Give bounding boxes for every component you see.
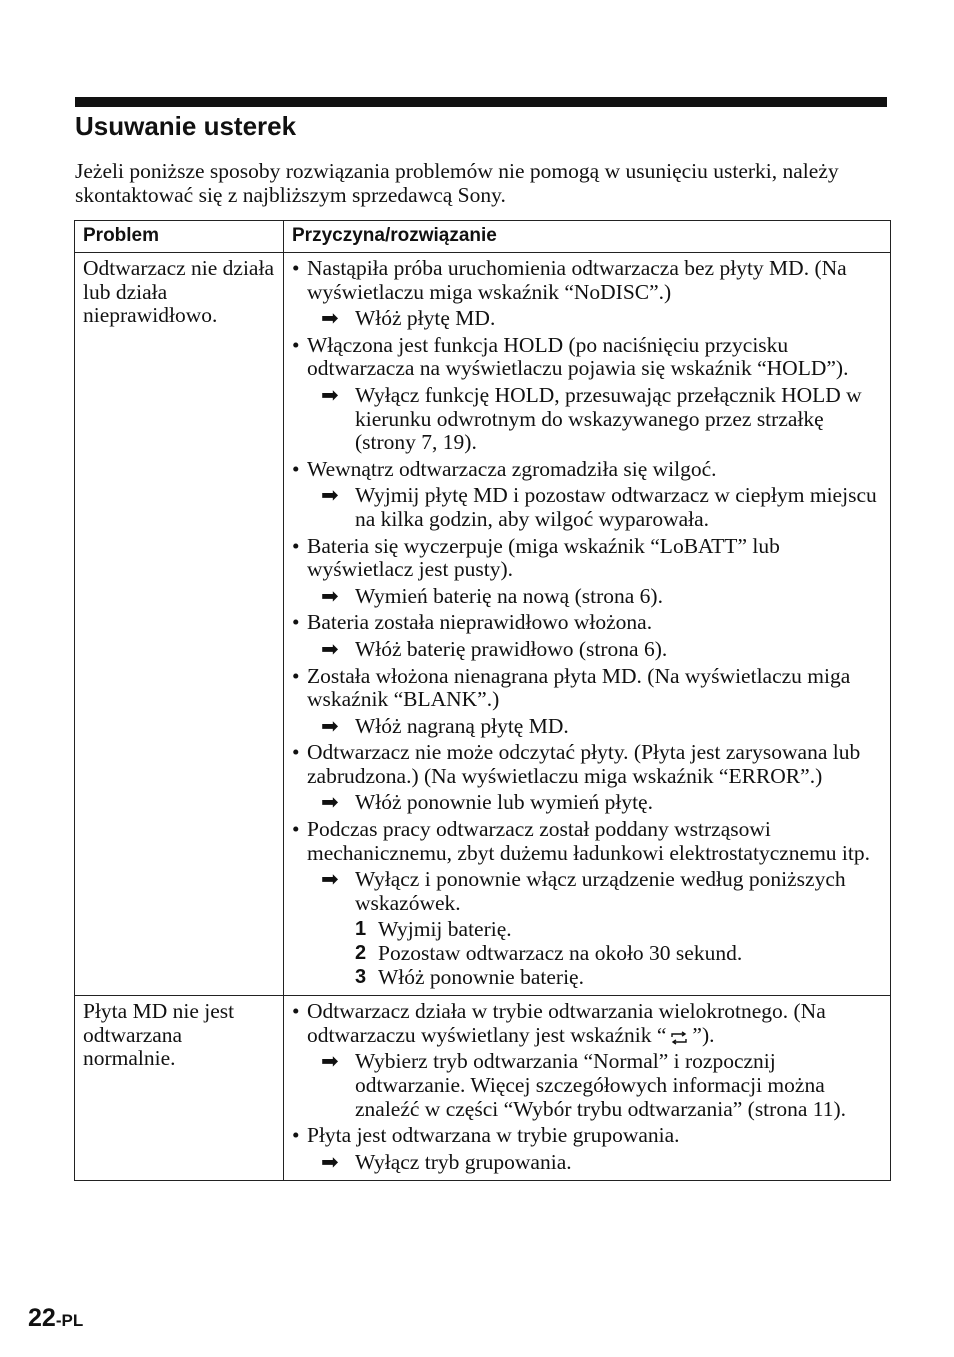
step-number: 1 [355,918,367,941]
arrow-right-icon: ➡ [321,790,339,815]
cause-solution-cell [284,996,891,1181]
solution-text: Wybierz tryb odtwarzania “Normal” i rozpocznij odtwarzanie. Więcej szczegółowych informacji można znaleźć w części “Wybór trybu odtwarzania” (strona 11). [355,1049,846,1121]
step-item [307,966,882,990]
page-title: Usuwanie usterek [75,111,297,141]
step-text: Wyjmij baterię. [378,917,512,942]
solution-text: Włóż ponownie lub wymień płytę. [355,790,653,815]
solution-text: Wymień baterię na nową (strona 6). [355,583,663,608]
step-text: Pozostaw odtwarzacz na około 30 sekund. [378,941,743,966]
bullet-icon: • [292,533,300,558]
bullet-icon: • [292,256,300,280]
solution-item [307,715,882,739]
cause-item [292,458,882,532]
cause-item [292,1000,882,1121]
column-header-cause-solution: Przyczyna/rozwiązanie [284,221,891,253]
cause-item [292,818,882,989]
step-item [307,942,882,966]
cause-item [292,334,882,455]
arrow-right-icon: ➡ [321,382,339,407]
bullet-icon: • [292,740,300,765]
solution-item [307,384,882,455]
cause-text-before: Odtwarzacz działa w trybie odtwarzania wielokrotnego. (Na odtwarzaczu wyświetlany jest wskaźnik “ [307,999,826,1047]
cause-text: Wewnątrz odtwarzacza zgromadziła się wilgoć. [307,456,717,481]
step-number: 2 [355,942,367,965]
page-number [28,1303,83,1336]
problem-cell: Płyta MD nie jest odtwarzana normalnie. [75,996,284,1181]
solution-item [307,585,882,609]
bullet-icon: • [292,817,300,842]
troubleshooting-table [74,220,891,1181]
cause-text: Bateria została nieprawidłowo włożona. [307,610,653,635]
bullet-icon: • [292,610,300,635]
solution-text: Wyłącz tryb grupowania. [355,1149,572,1174]
cause-item [292,611,882,661]
cause-text: Bateria się wyczerpuje (miga wskaźnik “LoBATT” lub wyświetlacz jest pusty). [307,533,780,582]
cause-item [292,1124,882,1174]
cause-text: Została włożona nienagrana płyta MD. (Na wyświetlaczu miga wskaźnik “BLANK”.) [307,663,851,712]
solution-item [307,1050,882,1121]
arrow-right-icon: ➡ [321,483,339,508]
solution-text: Włóż nagraną płytę MD. [355,713,569,738]
repeat-icon [670,1031,688,1045]
arrow-right-icon: ➡ [321,1049,339,1074]
solution-text: Włóż baterię prawidłowo (strona 6). [355,636,668,661]
solution-item [307,791,882,815]
cause-text: Odtwarzacz nie może odczytać płyty. (Płyta jest zarysowana lub zabrudzona.) (Na wyświetlaczu miga wskaźnik “ERROR”.) [307,740,861,788]
solution-item [307,484,882,531]
cause-text: Podczas pracy odtwarzacz został poddany wstrząsowi mechanicznemu, zbyt dużemu ładunkowi elektrostatycznemu itp. [307,817,870,865]
bullet-icon: • [292,456,300,481]
arrow-right-icon: ➡ [321,306,339,331]
solution-text: Włóż płytę MD. [355,306,496,331]
table-header-row [75,221,891,253]
arrow-right-icon: ➡ [321,636,339,661]
solution-item [307,638,882,662]
solution-item [307,307,882,331]
cause-solution-cell [284,253,891,996]
solution-text: Wyłącz i ponownie włącz urządzenie według poniższych wskazówek. [355,867,846,915]
heading-rule [75,97,887,107]
bullet-icon: • [292,999,300,1024]
arrow-right-icon: ➡ [321,867,339,892]
step-text: Włóż ponownie baterię. [378,964,584,989]
cause-item [292,535,882,609]
solution-item [307,868,882,915]
table-row [75,996,891,1181]
cause-item [292,741,882,815]
cause-item [292,257,882,331]
step-number: 3 [355,965,367,988]
arrow-right-icon: ➡ [321,583,339,608]
solution-text: Wyjmij płytę MD i pozostaw odtwarzacz w ciepłym miejscu na kilka godzin, aby wilgoć wyparowała. [355,483,877,531]
intro-paragraph: Jeżeli poniższe sposoby rozwiązania problemów nie pomogą w usunięciu usterki, należy skontaktować się z najbliższym sprzedawcą Sony. [75,159,839,207]
page-number-value: 22 [28,1304,56,1332]
problem-cell: Odtwarzacz nie działa lub działa nieprawidłowo. [75,253,284,996]
cause-text: Nastąpiła próba uruchomienia odtwarzacza bez płyty MD. (Na wyświetlaczu miga wskaźnik “NoDISC”.) [307,256,847,304]
cause-text-after: ”). [692,1022,715,1047]
table-row [75,253,891,996]
cause-text: Włączona jest funkcja HOLD (po naciśnięciu przycisku odtwarzacza na wyświetlaczu pojawia się wskaźnik “HOLD”). [307,332,849,381]
step-item [307,918,882,942]
solution-text: Wyłącz funkcję HOLD, przesuwając przełącznik HOLD w kierunku odwrotnym do wskazywanego przez strzałkę (strony 7, 19). [355,382,862,455]
cause-text: Płyta jest odtwarzana w trybie grupowania. [307,1123,680,1148]
steps-list [307,918,882,989]
solution-item [307,1151,882,1175]
bullet-icon: • [292,663,300,688]
bullet-icon: • [292,1123,300,1148]
column-header-problem: Problem [75,221,284,253]
page-number-suffix: -PL [55,1311,84,1330]
arrow-right-icon: ➡ [321,713,339,738]
bullet-icon: • [292,332,300,357]
cause-item [292,665,882,739]
arrow-right-icon: ➡ [321,1149,339,1174]
